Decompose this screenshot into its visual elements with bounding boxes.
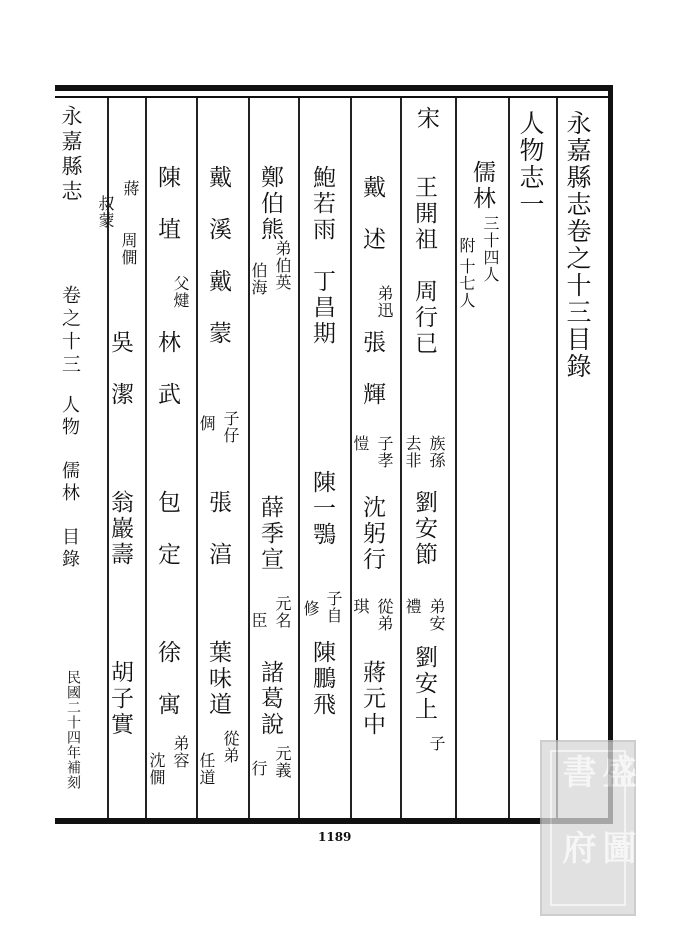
volume-title: 永嘉縣志卷之十三目錄 xyxy=(563,110,592,380)
fu-label: 附 xyxy=(457,237,476,254)
entry-name: 劉安節 xyxy=(411,490,437,568)
entry-name: 包 定 xyxy=(154,490,180,568)
entry-note: 子仔 xyxy=(221,410,240,444)
section-title: 人物志一 xyxy=(516,110,545,218)
entry-note: 弟安 xyxy=(427,598,446,632)
column-divider xyxy=(145,98,147,818)
entry-main: 戴 述 xyxy=(359,175,385,253)
count-fu: 十七人 xyxy=(457,258,476,309)
column-divider xyxy=(508,98,510,818)
column-divider xyxy=(556,98,558,818)
entry-name: 林 武 xyxy=(154,330,180,408)
top-border xyxy=(55,85,613,91)
seal-char: 圖 xyxy=(596,830,636,864)
entry-name: 薛季宣 xyxy=(257,495,283,573)
entry-note: 去非 xyxy=(403,435,422,469)
column-divider xyxy=(455,98,457,818)
entry-name: 徐 寓 xyxy=(154,640,180,718)
entry-note: 伯海 xyxy=(249,262,268,296)
entry-note: 族孫 xyxy=(427,435,446,469)
entry-note: 元名 xyxy=(273,595,292,629)
entry-name: 吳 潔 xyxy=(107,330,133,408)
bottom-border xyxy=(55,818,613,824)
entry-note: 子自 xyxy=(324,590,343,624)
entry-main: 鮑若雨 丁昌期 xyxy=(309,165,335,347)
entry-main: 王開祖 周行已 xyxy=(411,175,437,357)
entry-note: 弟伯英 xyxy=(273,240,292,291)
count-main: 三十四人 xyxy=(481,215,500,283)
entry-note: 弟容 xyxy=(171,735,190,769)
entry-name: 蔣元中 xyxy=(359,660,385,738)
entry-note: 行 xyxy=(249,760,268,777)
margin-edition: 民國二十四年補刻 xyxy=(65,670,81,790)
seal-char: 書 xyxy=(556,754,596,788)
entry-note: 弟迅 xyxy=(375,285,394,319)
library-seal xyxy=(540,740,636,916)
column-divider xyxy=(248,98,250,818)
entry-note: 從弟 xyxy=(375,598,394,632)
margin-book-title: 永嘉縣志 xyxy=(59,105,83,205)
entry-note: 愷 xyxy=(351,435,370,452)
entry-note: 叔蒙 xyxy=(96,195,115,229)
entry-note: 倜 xyxy=(197,415,216,432)
entry-name: 張 輝 xyxy=(359,330,385,408)
column-divider xyxy=(400,98,402,818)
dynasty-label: 宋 xyxy=(413,106,439,132)
entry-name: 張 湻 xyxy=(205,490,231,568)
entry-note: 子 xyxy=(427,735,446,752)
entry-name: 翁巖壽 xyxy=(107,490,133,568)
entry-note: 琪 xyxy=(351,598,370,615)
column-divider xyxy=(298,98,300,818)
entry-name: 胡子實 xyxy=(107,660,133,738)
entry-note: 元義 xyxy=(273,745,292,779)
margin-juan: 卷之十三 xyxy=(59,285,81,377)
entry-name: 陳鵬飛 xyxy=(309,640,335,718)
margin-section: 人物 儒林 目錄 xyxy=(59,395,80,571)
entry-note: 任道 xyxy=(197,752,216,786)
column-divider xyxy=(350,98,352,818)
entry-name: 沈躬行 xyxy=(359,495,385,573)
top-border-inner xyxy=(55,96,613,98)
entry-note: 沈僩 xyxy=(147,752,166,786)
column-divider xyxy=(196,98,198,818)
entry-name: 諸葛說 xyxy=(257,660,283,738)
seal-char: 盛 xyxy=(596,754,636,788)
entry-note: 父煡 xyxy=(171,275,190,309)
category-label: 儒林 xyxy=(469,160,495,212)
entry-main: 周僩 xyxy=(119,232,138,266)
page-number: 1189 xyxy=(318,830,352,844)
entry-name: 葉味道 xyxy=(205,640,231,718)
entry-note: 臣 xyxy=(249,612,268,629)
seal-char: 府 xyxy=(556,830,596,864)
entry-note: 禮 xyxy=(403,598,422,615)
entry-note: 子孝 xyxy=(375,435,394,469)
right-border xyxy=(608,85,613,824)
entry-note: 修 xyxy=(301,600,320,617)
entry-main: 鄭伯熊 xyxy=(257,165,283,243)
entry-note: 蔣 xyxy=(121,180,140,197)
entry-note: 從弟 xyxy=(221,730,240,764)
entry-name: 劉安上 xyxy=(411,645,437,723)
entry-main: 戴 溪 戴 蒙 xyxy=(205,165,231,347)
entry-main: 陳 埴 xyxy=(154,165,180,243)
entry-name: 陳一鶚 xyxy=(309,470,335,548)
